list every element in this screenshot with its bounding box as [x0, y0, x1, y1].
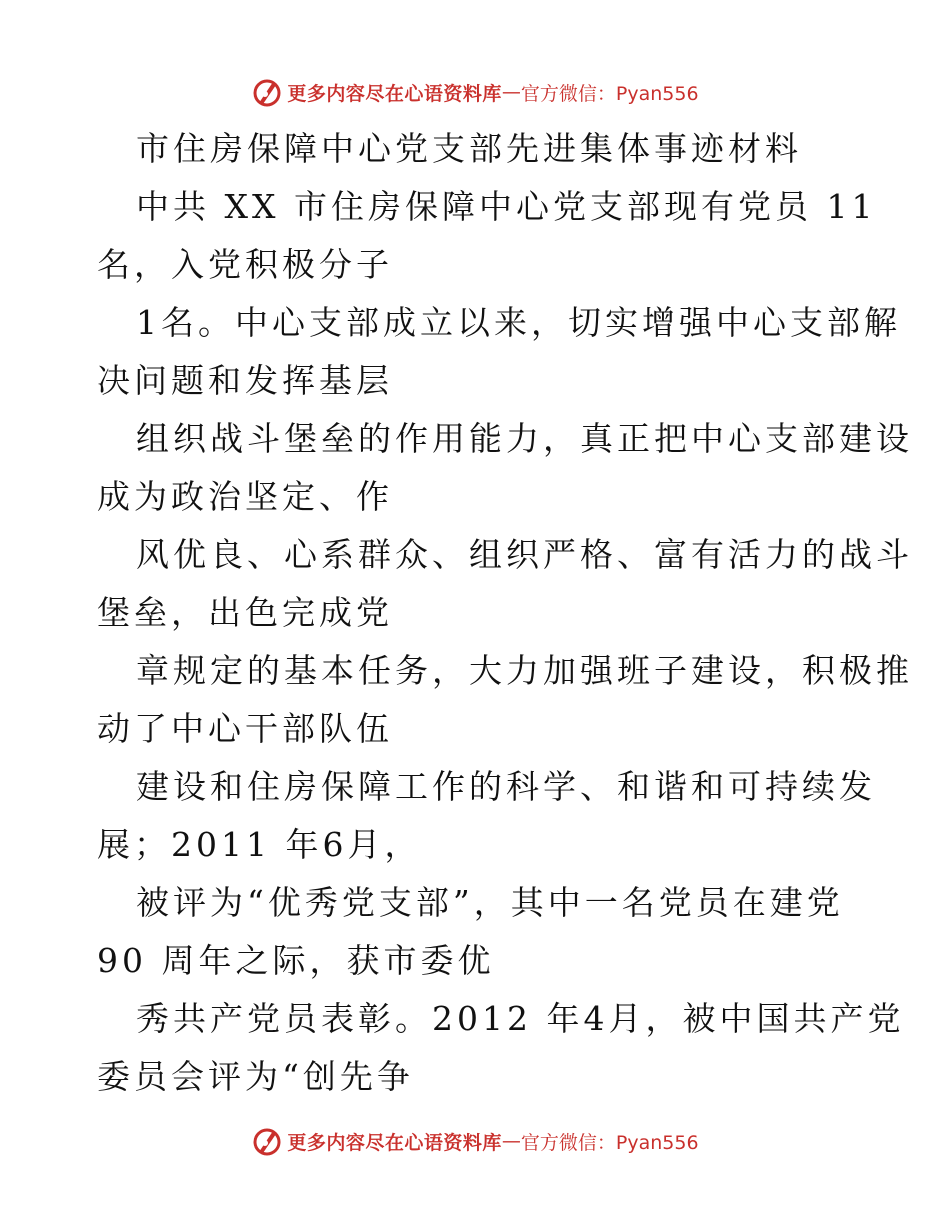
text-line: 风优良、心系群众、组织严格、富有活力的战斗: [136, 535, 913, 574]
quill-logo-icon: [251, 1125, 283, 1157]
footer-dash: —: [501, 1130, 521, 1152]
text-line: 堡垒，出色完成党: [97, 593, 393, 632]
text-line: 秀共产党员表彰。2012 年4月，被中国共产党: [136, 999, 905, 1038]
text-line: 展；2011 年6月，: [97, 825, 422, 864]
header-banner: [0, 72, 950, 112]
text-line: 名，入党积极分子: [97, 245, 393, 284]
text-line: 成为政治坚定、作: [97, 477, 393, 516]
text-line: 动了中心干部队伍: [97, 709, 393, 748]
footer-wechat-text: 官方微信：Pyan556: [520, 1131, 699, 1154]
text-line: 委员会评为“创先争: [97, 1057, 414, 1096]
text-line: 章规定的基本任务，大力加强班子建设，积极推: [136, 651, 913, 690]
text-line: 被评为“优秀党支部”，其中一名党员在建党: [136, 883, 844, 922]
footer-banner: [0, 1121, 950, 1161]
document-title: 市住房保障中心党支部先进集体事迹材料: [136, 129, 802, 168]
text-line: 90 周年之际，获市委优: [97, 941, 495, 980]
header-site-text: 更多内容尽在心语资料库: [287, 82, 502, 105]
footer-site-text: 更多内容尽在心语资料库: [287, 1131, 502, 1154]
header-dash: —: [501, 81, 521, 103]
text-line: 建设和住房保障工作的科学、和谐和可持续发: [136, 767, 876, 806]
header-wechat-text: 官方微信：Pyan556: [520, 82, 699, 105]
text-line: 决问题和发挥基层: [97, 361, 393, 400]
text-line: 1名。中心支部成立以来，切实增强中心支部解: [136, 303, 901, 342]
text-line: 中共 XX 市住房保障中心党支部现有党员 11: [136, 187, 877, 226]
quill-logo-icon: [251, 76, 283, 108]
text-line: 组织战斗堡垒的作用能力，真正把中心支部建设: [136, 419, 913, 458]
